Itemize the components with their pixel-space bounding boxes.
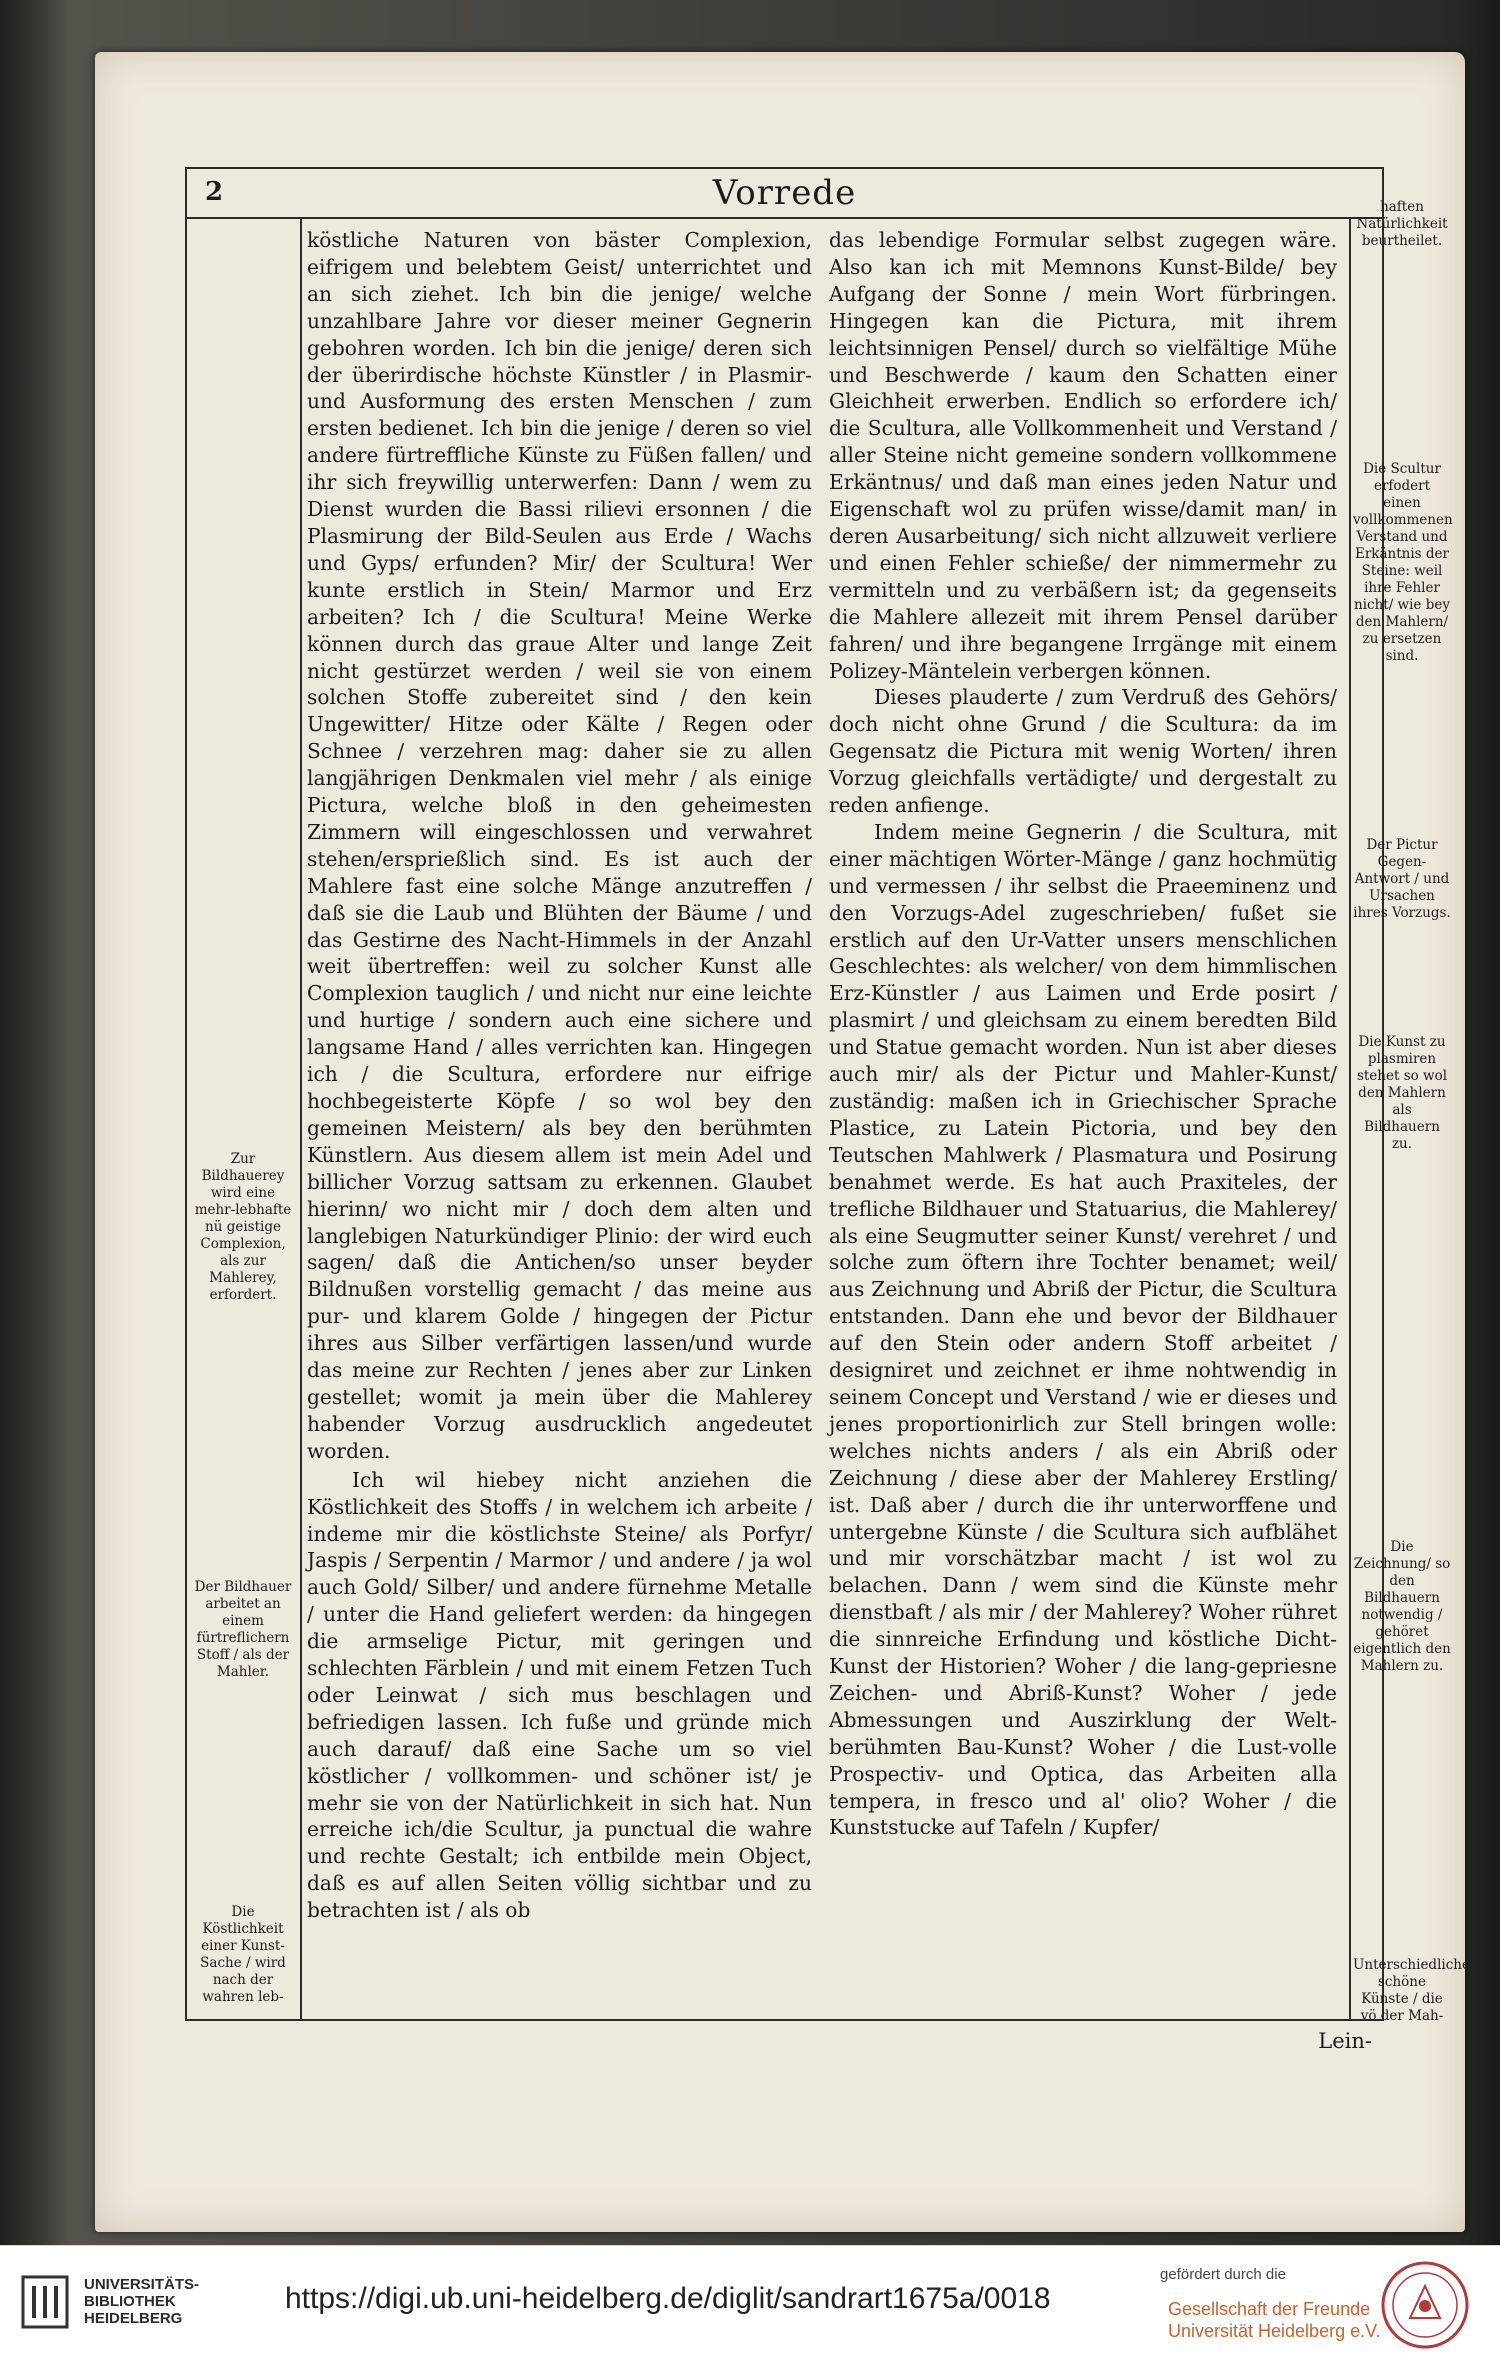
- library-name: UNIVERSITÄTS- BIBLIOTHEK HEIDELBERG: [84, 2276, 200, 2327]
- text-frame: [185, 167, 1470, 2053]
- viewer-footer: [0, 2245, 1500, 2358]
- permalink-url[interactable]: https://digi.ub.uni-heidelberg.de/diglit/sandrart1675a/0018: [285, 2282, 1051, 2315]
- left-paragraph-2: Ich wil hiebey nicht anziehen die Köstlichkeit des Stoffs / in welchem ich arbeite / indeme mir die köstlichste Steine/ als Porfyr/ Jaspis / Serpentin / Marmor / und andere / ja wol auch Gold/ Silber/ und andere fürnehme Metalle / unter die Hand geliefert werden: da hingegen die armselige Pictur, mit geringen und schlechten Färblein / und mit einem Fetzen Tuch oder Leinwat / sich mus beschlagen und befriedigen lassen. Ich fuße und gründe mich auch darauf/ daß eine Sache um so viel köstlicher / vollkommen- und schöner ist/ je mehr sie von der Natürlichkeit in sich hat. Nun erreiche ich/die Scultur, ja punctual die wahre und rechte Gestalt; ich entbilde mein Object, daß es auf allen Seiten völlig sichtbar und zu betrachten ist / als ob: [307, 1467, 812, 1923]
- university-seal-icon: [1380, 2260, 1470, 2350]
- right-paragraph-3: Indem meine Gegnerin / die Scultura, mit einer mächtigen Wörter-Mänge / ganz hochmütig und vermessen / ihr selbst die Praeeminenz und den Vorzugs-Adel zugeschrieben/ fußet sie erstlich auf den Ur-Vatter unsers menschlichen Geschlechtes: als welcher/ von dem himmlischen Erz-Künstler / aus Laimen und Erde posirt / plasmirt / und gleichsam zu einem beredten Bild und Statue gemacht worden. Nun ist aber dieses auch mir/ als der Pictur und Mahler-Kunst/ zuständig: maßen ich in Griechischer Sprache Plastice, zu Latein Pictoria, und bey den Teutschen Mahlwerk / Plasmatura und Posirung benahmet werde. Es hat auch Praxiteles, der trefliche Bildhauer und Statuarius, die Mahlerey/ als eine Seugmutter seiner Kunst/ verehret / und solche zum öftern ihre Tochter benamet; weil/ aus Zeichnung und Abriß der Pictur, die Scultura entstanden. Dann ehe und bevor der Bildhauer auf den Stein oder andern Stoff arbeitet / designiret und zeichnet er ihme nohtwendig in seinem Concept und Verstand / wie er dieses und jenes proportionirlich zur Stell bringen wolle: welches nichts anders / als ein Abriß oder Zeichnung / diese aber der Mahlerey Erstling/ ist. Daß aber / durch die ihr unterworffene und untergebne Künste / die Scultura sich aufblähet und mir vorschätzbar macht / ist wol zu belachen. Dann / wem sind die Künste mehr dienstbaft / als mir / der Mahlerey? Woher rühret die sinnreiche Erfindung und köstliche Dicht-Kunst der Historien? Woher / die lang-gepriesne Zeichen- und Abriß-Kunst? Woher / jede Abmessungen und Auszirklung der Welt-berühmten Bau-Kunst? Woher / die Lust-volle Prospectiv- und Optica, das Arbeiten alla tempera, in fresco und al' olio? Woher / die Kunststucke auf Tafeln / Kupfer/: [829, 819, 1337, 1840]
- margin-note-right-3: Der Pictur Gegen-Antwort / und Ursachen ihres Vorzugs.: [1353, 837, 1451, 921]
- right-paragraph-1: das lebendige Formular selbst zugegen wäre. Also kan ich mit Memnons Kunst-Bilde/ bey Aufgang der Sonne / mein Wort fürbringen. Hingegen kan die Pictura, mit ihrem leichtsinnigen Pensel/ durch so vielfältige Mühe und Beschwerde / kaum den Schatten einer Gleichheit erwerben. Endlich so erfordere ich/ die Scultura, alle Vollkommenheit und Verstand / aller Steine nicht gemeine sondern vollkommene Erkäntnus/ und daß man eines jeden Natur und Eigenschaft wol zu prüfen wisse/damit man/ in deren Ausarbeitung/ sich nicht allzuweit verliere und einen Fehler schieße/ der nimmermehr zu vermitteln und zu verbäßern ist; da gegenseits die Mahlere allezeit mit ihrem Pensel darüber fahren/ und ihre begangene Irrgänge mit einem Polizey-Mäntelein verbergen können.: [829, 228, 1337, 683]
- library-logo-icon: [20, 2274, 70, 2330]
- margin-note-right-1: haften Natürlichkeit beurtheilet.: [1356, 199, 1448, 249]
- margin-note-right-6: Unterschiedliche schöne Künste / die vö der Mah-: [1353, 1957, 1470, 2024]
- book-page: [95, 52, 1470, 2232]
- margin-note-left-2: Der Bildhauer arbeitet an einem fürtreflichern Stoff / als der Mahler.: [194, 1579, 292, 1680]
- left-margin-rule: [300, 217, 302, 2019]
- running-head: Vorrede: [712, 173, 857, 213]
- right-margin-rule: [1349, 217, 1351, 2019]
- margin-note-right-2: Die Scultur erfodert einen vollkommenen Verstand und Erkäntnis der Steine: weil ihre Fehler nicht/ wie bey den Mahlern/ zu ersetzen sind.: [1353, 461, 1453, 664]
- left-paragraph-1: köstliche Naturen von bäster Complexion, eifrigem und belebtem Geist/ unterrichtet und an sich ziehet. Ich bin die jenige/ welche unzahlbare Jahre vor dieser meiner Gegnerin gebohren worden. Ich bin die jenige/ deren sich der überirdische höchste Künstler / in Plasmir- und Ausformung des ersten Menschen / zum ersten bedienet. Ich bin die jenige / deren so viel andere fürtreffliche Künste zu Füßen fallen/ und ihr sich freywillig unterwerfen: Dann / wem zu Dienst wurden die Bassi rilievi ersonnen / die Plasmirung der Bild-Seulen aus Erde / Wachs und Gyps/ erfunden? Mir/ der Scultura! Wer kunte erstlich in Stein/ Marmor und Erz arbeiten? Ich / die Scultura! Meine Werke können durch das graue Alter und lange Zeit nicht gestürzet werden / weil sie von einem solchen Stoffe zubereitet sind / den kein Ungewitter/ Hitze oder Kälte / Regen oder Schnee / verzehren mag: daher sie zu allen langjährigen Denkmalen viel mehr / als einige Pictura, welche bloß in den geheimesten Zimmern will eingeschlossen und verwahret stehen/ersprießlich sind. Es ist auch der Mahlere fast eine solche Mänge anzutreffen / daß sie die Laub und Blühten der Bäume / und das Gestirne des Nacht-Himmels in der Anzahl weit übertreffen: weil zu solcher Kunst alle Complexion tauglich / und nicht nur eine leichte und hurtige / sondern auch eine sichere und langsame Hand / alles verrichten kan. Hingegen ich / die Scultura, erfordere nur eifrige hochbegeisterte Köpfe / so wol bey den gemeinen Meistern/ als bey den berühmten Künstlern. Aus diesem allem ist mein Adel und billicher Vorzug sattsam zu erkennen. Glaubet hierinn/ wo nicht mir / doch dem alten und langlebigen Naturkündiger Plinio: der wird euch sagen/ daß die Antichen/so unser beyder Bildnußen vorstellig gemacht / das meine aus pur- und klarem Golde / hingegen der Pictur ihres aus Silber verfärtigen lassen/und wurde das meine zur Rechten / jenes aber zur Linken gestellet; womit ja mein über die Mahlerey habender Vorzug ausdrucklich angedeutet worden.: [307, 228, 812, 1463]
- sponsor-name: Gesellschaft der Freunde Universität Heidelberg e.V.: [1168, 2299, 1381, 2341]
- right-text-column: [829, 227, 1337, 1841]
- right-paragraph-2: Dieses plauderte / zum Verdruß des Gehörs/ doch nicht ohne Grund / die Scultura: da im Gegensatz die Pictura mit wenig Worten/ ihren Vorzug gleichfalls vertädigte/ und dergestalt zu reden anfienge.: [829, 685, 1337, 818]
- margin-note-right-5: Die Zeichnung/ so den Bildhauern notwendig / gehöret eigentlich den Mahlern zu.: [1353, 1539, 1451, 1674]
- margin-note-left-3: Die Köstlichkeit einer Kunst-Sache / wird nach der wahren leb-: [200, 1904, 286, 2005]
- header-rule: [187, 217, 1382, 219]
- margin-note-left-1: Zur Bildhauerey wird eine mehr-lebhafte nü geistige Complexion, als zur Mahlerey, erfordert.: [194, 1151, 292, 1303]
- sponsor-label: gefördert durch die: [1160, 2266, 1286, 2283]
- catchword: Lein‑: [1318, 2029, 1372, 2053]
- page-number: 2: [205, 177, 224, 207]
- left-text-column: [307, 227, 812, 1924]
- margin-note-right-4: Die Kunst zu plasmiren stehet so wol den Mahlern als Bildhauern zu.: [1356, 1034, 1448, 1152]
